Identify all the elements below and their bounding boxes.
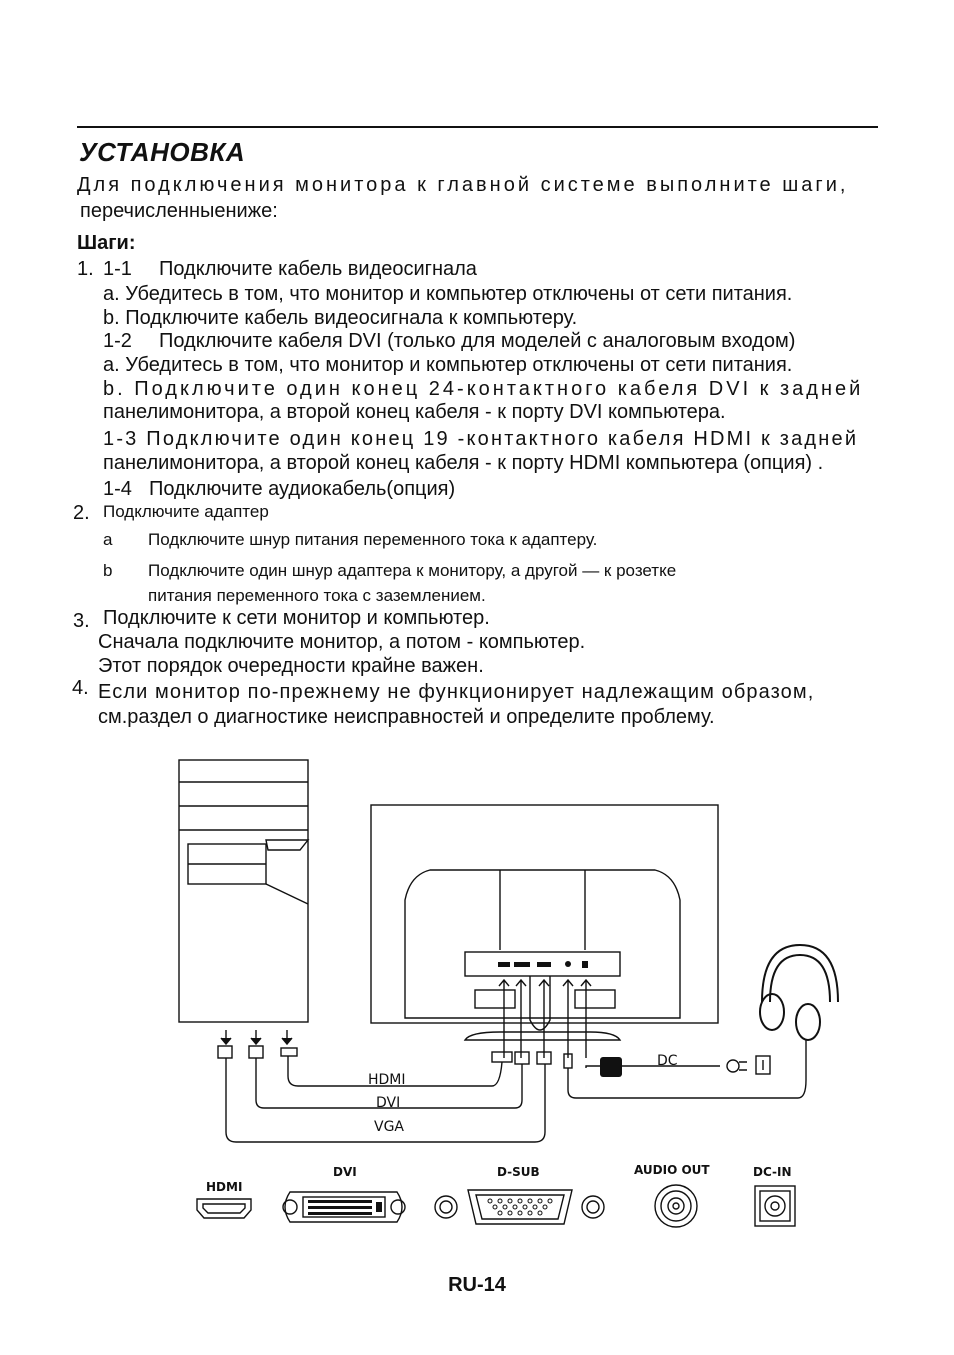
port-label-dvi: DVI <box>333 1165 357 1179</box>
pc-tower-icon <box>179 760 308 1022</box>
cable-label-dvi: DVI <box>376 1095 401 1111</box>
dsub-port-icon <box>435 1190 604 1224</box>
dvi-pins <box>308 1200 382 1215</box>
cable-label-vga: VGA <box>374 1119 405 1135</box>
step-1-3-line-2: панелимонитора, а второй конец кабеля - к порту HDMI компьютера (опция) . <box>103 452 824 474</box>
intro-line-2: перечисленныениже: <box>80 200 278 222</box>
step-2-b-text-1: Подключите один шнур адаптера к монитору, а другой — к розетке <box>148 561 677 580</box>
port-label-audio-out: AUDIO OUT <box>634 1163 710 1177</box>
step-2-title: Подключите адаптер <box>103 502 269 521</box>
step-1-2-a: a. Убедитесь в том, что монитор и компьютер отключены от сети питания. <box>103 354 793 376</box>
page-number: RU-14 <box>448 1274 506 1296</box>
power-plug-icon <box>727 1056 770 1074</box>
step-2-number: 2. <box>73 502 90 524</box>
step-1-2-title: Подключите кабеля DVI (только для моделей с аналоговым входом) <box>159 330 796 352</box>
port-label-dsub: D-SUB <box>497 1165 540 1179</box>
dc-label: DC <box>657 1053 678 1069</box>
pc-port-arrows <box>221 1030 292 1044</box>
step-1-number: 1. <box>77 258 94 280</box>
top-rule <box>77 126 878 128</box>
intro-line-1: Для подключения монитора к главной системе выполните шаги, <box>77 174 849 196</box>
monitor-port-arrows <box>499 980 591 1058</box>
hdmi-port-icon <box>197 1199 251 1218</box>
dc-in-port-icon <box>755 1186 795 1226</box>
connection-diagram <box>0 740 954 1240</box>
dsub-pins <box>488 1199 552 1215</box>
step-4-number: 4. <box>72 677 89 699</box>
step-3-line-1: Подключите к сети монитор и компьютер. <box>103 607 490 629</box>
port-label-hdmi: HDMI <box>206 1180 243 1194</box>
port-label-dc-in: DC-IN <box>753 1165 792 1179</box>
step-4-line-2: см.раздел о диагностике неисправностей и определите проблему. <box>98 706 715 728</box>
power-adapter-icon <box>600 1057 622 1077</box>
step-1-1-title: Подключите кабель видеосигнала <box>159 258 477 280</box>
step-3-number: 3. <box>73 610 90 632</box>
step-1-2-number: 1-2 <box>103 330 132 352</box>
monitor-back-housing <box>405 870 680 1018</box>
step-3-line-2: Сначала подключите монитор, а потом - компьютер. <box>98 631 586 653</box>
step-2-b-label: b <box>103 561 113 580</box>
step-1-1-number: 1-1 <box>103 258 132 280</box>
step-1-3-line-1: 1-3 Подключите один конец 19 -контактного кабеля HDMI к задней <box>103 428 859 450</box>
step-1-4-title: Подключите аудиокабель(опция) <box>149 478 456 500</box>
pc-connectors <box>218 1046 297 1058</box>
step-1-4-number: 1-4 <box>103 478 132 500</box>
step-2-b-text-2: питания переменного тока с заземлением. <box>148 586 486 605</box>
cable-label-hdmi: HDMI <box>368 1072 406 1088</box>
step-2-a-label: a <box>103 530 113 549</box>
audio-out-port-icon <box>655 1185 697 1227</box>
step-2-a-text: Подключите шнур питания переменного тока к адаптеру. <box>148 530 598 549</box>
step-1-1-b: b. Подключите кабель видеосигнала к компьютеру. <box>103 307 578 329</box>
step-3-line-3: Этот порядок очередности крайне важен. <box>98 655 484 677</box>
dc-cable <box>586 1066 600 1068</box>
headphones-icon <box>760 945 838 1040</box>
step-1-2-b-line-2: панелимонитора, а второй конец кабеля - к порту DVI компьютера. <box>103 401 726 423</box>
step-4-line-1: Если монитор по-прежнему не функционирует надлежащим образом, <box>98 681 815 703</box>
steps-label: Шаги: <box>77 232 136 254</box>
step-1-2-b-line-1: b. Подключите один конец 24-контактного кабеля DVI к задней <box>103 378 864 400</box>
page-title: УСТАНОВКА <box>79 137 246 167</box>
step-1-1-a: a. Убедитесь в том, что монитор и компьютер отключены от сети питания. <box>103 283 793 305</box>
